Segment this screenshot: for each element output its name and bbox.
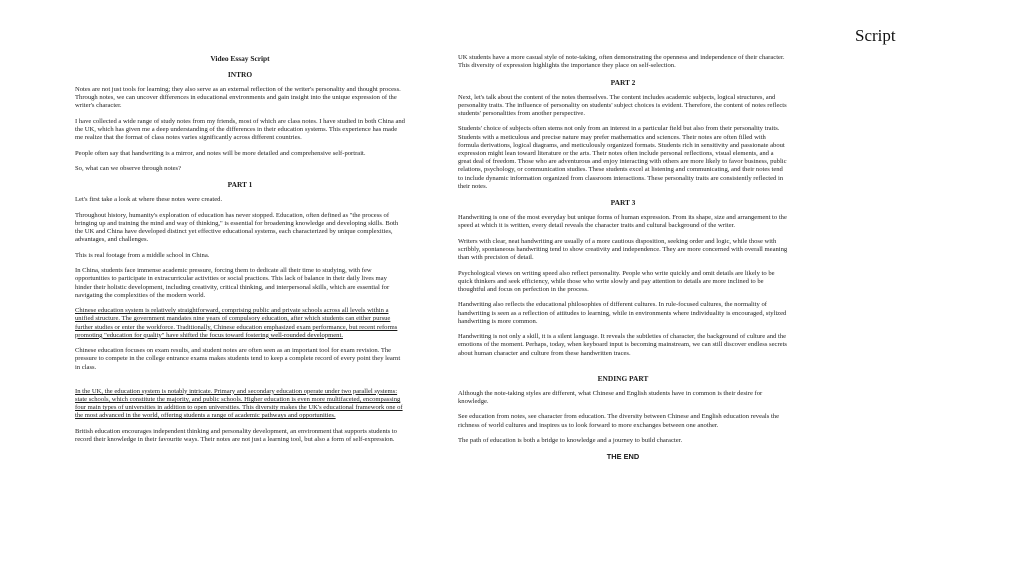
paragraph: UK students have a more casual style of note-taking, often demonstrating the openness and independence of their character. This diversity of expression highlights the importance they place on self-selection.	[458, 54, 785, 70]
ending-heading: ENDING PART	[597, 373, 649, 383]
paragraph: This is real footage from a middle school in China.	[75, 251, 210, 259]
paragraph: Chinese education focuses on exam results, and student notes are often seen as an important tool for exam revision. The pressure to compete in the college entrance exams makes students tend to keep a complete record of every point they learnt in class.	[75, 347, 401, 371]
paragraph: Students' choice of subjects often stems not only from an interest in a particular field but also from their personality traits. Students with a meticulous and precise nature may prefer mathematics and sciences. Their notes are often filled with formula derivations, logical diagrams, and meticulously organized formats. Students rich in sensitivity and passionate about expression might lean toward literature or the arts. Their notes often include personal reflections, visual elements, and a great deal of freedom. Those who are adventurous and enjoy interacting with others are more likely to favor business, public relations, psychology, or communication studies. These students excel at listening and communicating, and their notes tend to include dynamic information organized from classroom interactions. These personality traits are consistently reflected in their notes.	[458, 125, 787, 190]
paragraph: British education encourages independent thinking and personality development, an environment that supports students to record their knowledge in their favourite ways. Their notes are not just a learning tool, but also a form of self-expression.	[75, 427, 397, 443]
page-label: Script	[855, 26, 896, 45]
underlined-paragraph: In the UK, the education system is notably intricate. Primary and secondary education operate under two parallel systems: state schools, which constitute the majority, and public schools. Higher education is even more multifaceted, encompassing four main types of universities in addition to open universities. This diversity makes the UK's educational framework one of the most advanced in the world, offering students a range of academic pathways and opportunities.	[75, 387, 403, 420]
paragraph: Next, let's talk about the content of the notes themselves. The content includes academic subjects, logical structures, and personality traits. The influence of personality on students' subject choices is evident. Therefore, the content of notes reflects students' personalities from another perspective.	[458, 93, 787, 117]
the-end-heading: THE END	[606, 452, 640, 462]
paragraph: Let's first take a look at where these notes were created.	[75, 196, 223, 204]
paragraph: In China, students face immense academic pressure, forcing them to dedicate all their time to studying, with few opportunities to participate in extracurricular activities or social practices. This lack of balance in their daily lives may hinder their holistic development, including creativity, critical thinking, and interpersonal skills, which are essential for navigating the complexities of the modern world.	[75, 267, 390, 299]
paragraph: See education from notes, see character from education. The diversity between Chinese and English education reveals the richness of world cultures and inspires us to look forward to more exchanges between one another.	[458, 413, 780, 429]
paragraph: Handwriting is not only a skill, it is a silent language. It reveals the subtleties of character, the background of culture and the emotions of the moment. Perhaps, today, when keyboard input is becoming mainstream, we can still discover endless secrets about human character and culture from these handwritten traces.	[458, 333, 787, 357]
underlined-paragraph: Chinese education system is relatively straightforward, comprising public and private schools across all levels within a unified structure. The government mandates nine years of compulsory education, after which students can either pursue further studies or enter the workforce. Traditionally, Chinese education emphasized exam performance, but recent reforms promoting "education for quality" have shifted the focus toward fostering well-rounded development.	[75, 307, 398, 339]
part1-heading: PART 1	[227, 180, 253, 190]
paragraph: Psychological views on writing speed also reflect personality. People who write quickly and omit details are likely to be quick thinkers and seek efficiency, while those who write slowly and pay attention to details are more inclined to be thoughtful and focus on perfection in the process.	[458, 269, 775, 293]
paragraph: Notes are not just tools for learning; they also serve as an external reflection of the writer's personality and thought process. Through notes, we can uncover differences in educational environments and gain insight into the unique expression of the writer's character.	[75, 86, 401, 110]
left-column	[75, 54, 405, 451]
paragraph: Handwriting also reflects the educational philosophies of different cultures. In rule-focused cultures, the normality of handwriting is seen as a reflection of attitudes to learning, while in environments where individuality is encouraged, stylized handwriting is more common.	[458, 301, 787, 325]
paragraph: Throughout history, humanity's exploration of education has never stopped. Education, often defined as "the process of bringing up and training the mind and way of thinking," is essential for broadening knowledge and developing skills. Both the UK and China have developed distinct yet effective educational systems, each characterized by unique complexities, advantages, and challenges.	[75, 211, 399, 244]
paragraph: The path of education is both a bridge to knowledge and a journey to build character.	[458, 436, 683, 444]
paragraph: Writers with clear, neat handwriting are usually of a more cautious disposition, seeking order and logic, while those with scribbly, spontaneous handwriting tend to show creativity and independence. They are more concerned with overall meaning than with precision of detail.	[458, 237, 788, 262]
document-title: Video Essay Script	[210, 54, 270, 63]
paragraph: So, what can we observe through notes?	[75, 164, 182, 172]
part2-heading: PART 2	[610, 77, 636, 87]
paragraph: Although the note-taking styles are different, what Chinese and English students have in common is their desire for knowledge.	[458, 389, 763, 405]
right-column	[458, 54, 788, 468]
paragraph: People often say that handwriting is a mirror, and notes will be more detailed and comprehensive self-portrait.	[75, 149, 366, 157]
part3-heading: PART 3	[610, 198, 636, 208]
intro-heading: INTRO	[227, 70, 253, 79]
paragraph: I have collected a wide range of study notes from my friends, most of which are class notes. I have studied in both China and the UK, which has given me a deep understanding of the differences in their education systems. This experience has made me realize that the format of class notes varies significantly across different countries.	[75, 117, 405, 142]
paragraph: Handwriting is one of the most everyday but unique forms of human expression. From its shape, size and arrangement to the speed at which it is written, every detail reveals the character traits and cultural background of the writer.	[458, 214, 787, 230]
